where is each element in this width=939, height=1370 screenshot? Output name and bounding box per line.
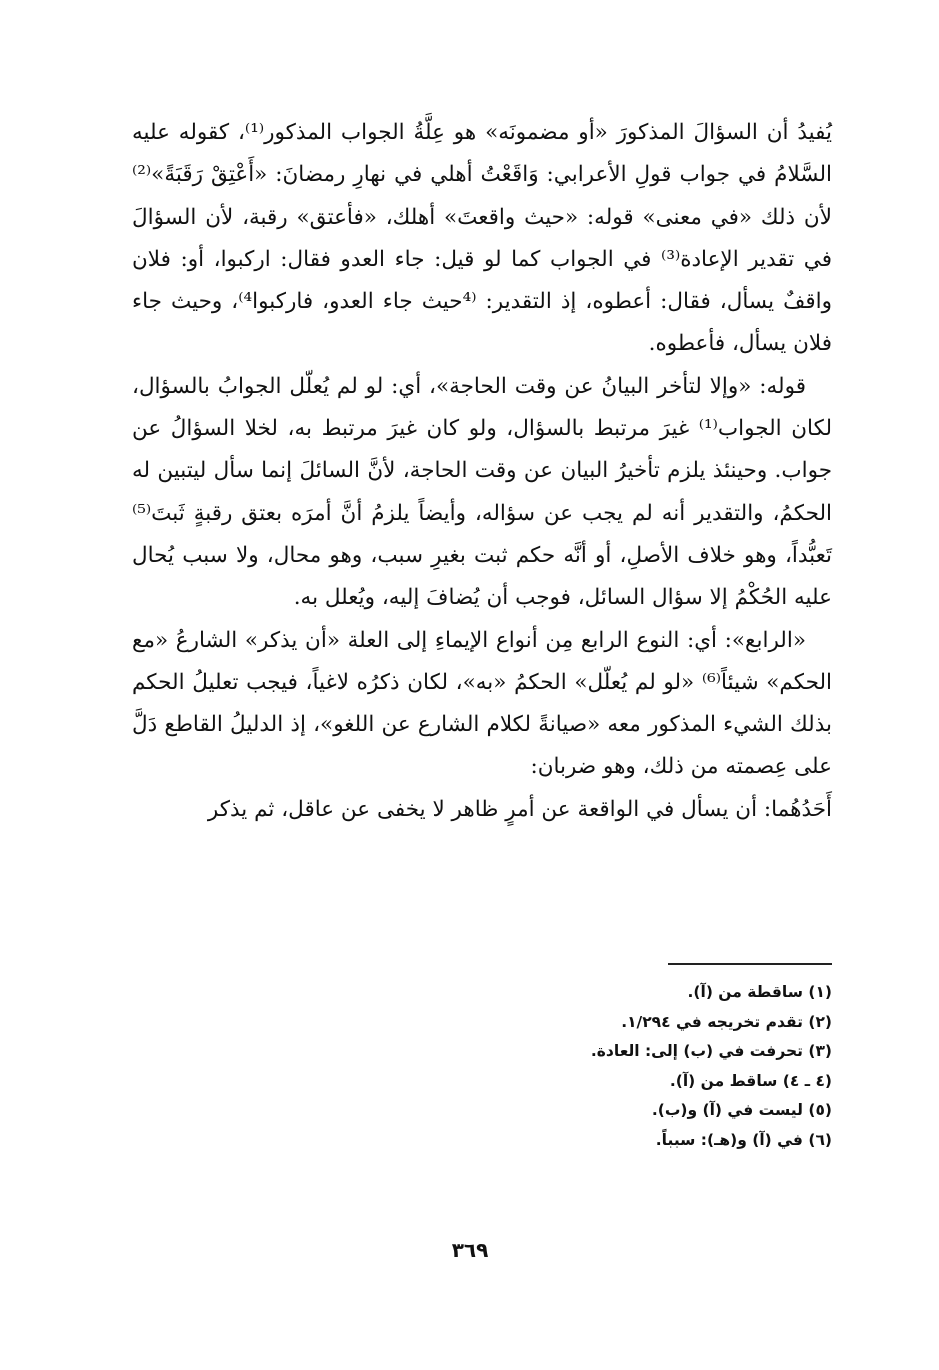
footnote-separator bbox=[668, 963, 832, 965]
footnote-6: (٦) في (آ) و(هـ): سبباً. bbox=[655, 1130, 832, 1149]
paragraph-2: قوله: «وإلا لتأخر البيانُ عن وقت الحاجة»، أي: لو لم يُعلّل الجوابُ بالسؤال، لكان الجواب⁽¹⁾ غيرَ مرتبط بالسؤال، ولو كان غيرَ مرتبط به، لخلا السؤالُ عن جواب. وحينئذ يلزم تأخيرُ البيان عن وقت الحاجة، لأنَّ السائلَ إنما سأل ليتبين له الحكمُ، والتقدير أنه لم يجب عن سؤاله، وأيضاً يلزمُ أنَّ أمرَه بعتق رقبةٍ ثَبتَ⁽⁵⁾ تَعبُّداً، وهو خلاف الأصلِ، أو أنَّه حكم ثبت بغيرِ سبب، وهو محال، ولا سبب يُحال عليه الحُكْمُ إلا سؤال السائل، فوجب أن يُضافَ إليه، ويُعلل به. bbox=[132, 373, 832, 611]
footnote-3: (٣) تحرفت في (ب) إلى: العادة. bbox=[590, 1042, 832, 1060]
footnotes bbox=[400, 978, 832, 1155]
paragraph-1: يُفيدُ أن السؤالَ المذكورَ «أو مضمونَه» هو عِلَّةُ الجواب المذكور⁽¹⁾، كقوله عليه السَّلامُ في جواب قولِ الأعرابي: وَاقَعْتُ أهلي في نهارِ رمضانَ: «أَعْتِقْ رَقَبَةً»⁽²⁾ لأن ذلك «في معنى» قوله: «حيث واقعتَ» أهلك، «فأعتق» رقبة، لأن السؤالَ في تقدير الإعادة⁽³⁾ في الجواب كما لو قيل: جاء العدو فقال: اركبوا، أو: فلان واقفٌ يسأل، فقال: أعطوه، إذ التقدير: ⁽⁴حيث جاء العدو، فاركبوا⁴⁾، وحيث جاء فلان يسأل، فأعطوه. bbox=[132, 120, 832, 357]
paragraph-4: أَحَدُهُما: أن يسأل في الواقعة عن أمرٍ ظاهر لا يخفى عن عاقل، ثم يذكر bbox=[207, 796, 832, 822]
footnote-5: (٥) ليست في (آ) و(ب). bbox=[651, 1101, 832, 1119]
main-text-block bbox=[132, 112, 832, 831]
paragraph-3: «الرابع»: أي: النوع الرابع مِن أنواع الإيماءِ إلى العلة «أن يذكر» الشارعُ «مع الحكم» شيئاً⁽⁶⁾ «لو لم يُعلّل» الحكمُ «به»، لكان ذكرُه لاغياً، فيجب تعليلُ الحكم بذلك الشيء المذكور معه «صيانةً لكلام الشارع عن اللغو»، إذ الدليلُ القاطع دَلَّ على عِصمته من ذلك، وهو ضربان: bbox=[132, 627, 832, 780]
page-number: ٣٦٩ bbox=[451, 1238, 489, 1262]
footnote-1: (١) ساقطة من (آ). bbox=[687, 983, 832, 1001]
footnote-2: (٢) تقدم تخريجه في ١/٢٩٤. bbox=[621, 1012, 832, 1031]
footnote-4: (٤ ـ ٤) ساقط من (آ). bbox=[669, 1071, 832, 1090]
